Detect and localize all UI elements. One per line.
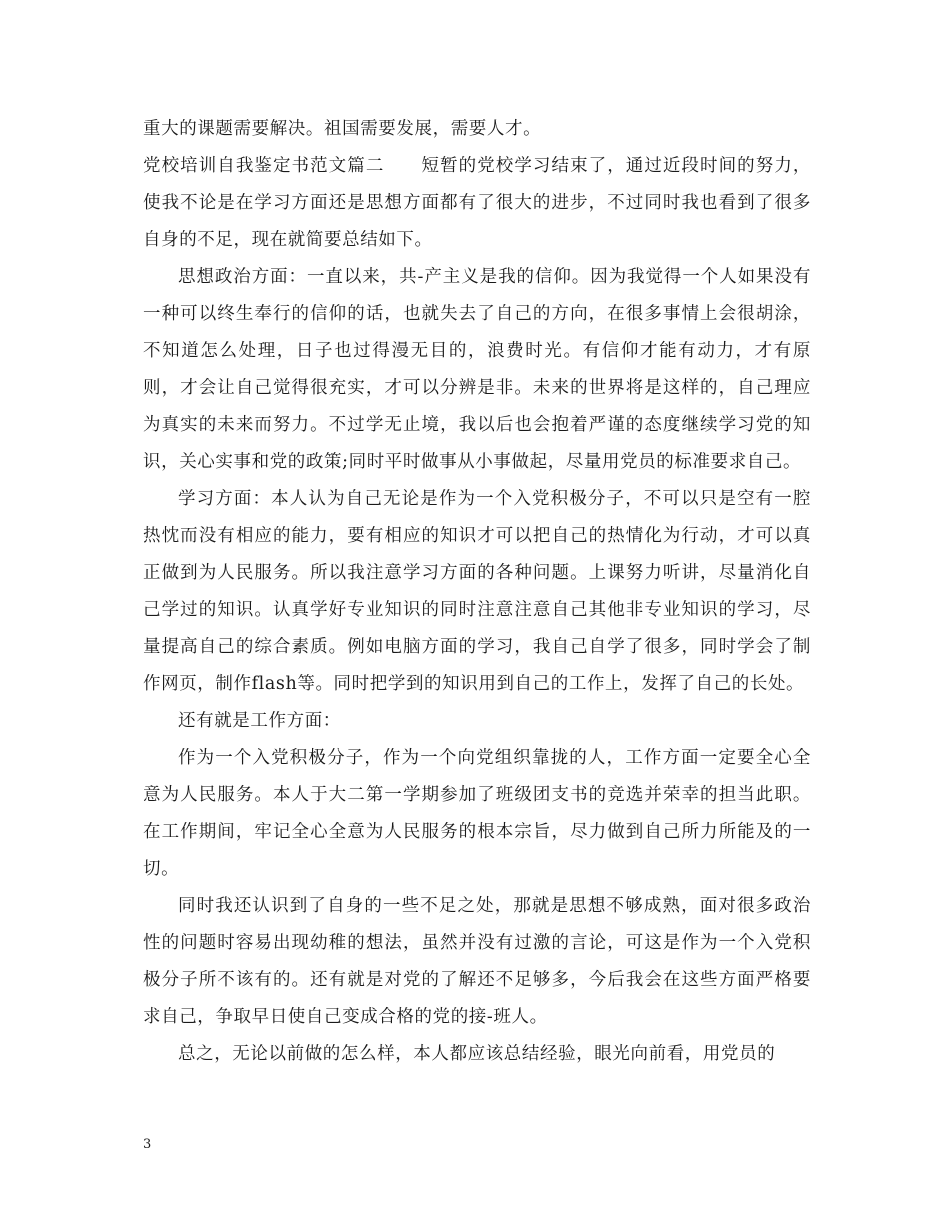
page-number: 3 [143,1137,152,1152]
paragraph-work: 作为一个入党积极分子，作为一个向党组织靠拢的人，工作方面一定要全心全意为人民服务。本人于大二第一学期参加了班级团支书的竞选并荣幸的担当此职。在工作期间，牢记全心全意为人民服务的根本宗旨，尽力做到自己所力所能及的一切。 [143,748,811,879]
paragraph-conclusion: 总之，无论以前做的怎么样，本人都应该总结经验，眼光向前看，用党员的 [178,1044,776,1064]
paragraph-shortcomings: 同时我还认识到了自身的一些不足之处，那就是思想不够成熟，面对很多政治性的问题时容易出现幼稚的想法，虽然并没有过激的言论，可这是作为一个入党积极分子所不该有的。还有就是对党的了解还不足够多，今后我会在这些方面严格要求自己，争取早日使自己变成合格的党的接-班人。 [143,896,811,1027]
paragraph-work-heading: 还有就是工作方面： [178,711,341,731]
paragraph-section-two-intro: 党校培训自我鉴定书范文篇二 短暂的党校学习结束了，通过近段时间的努力，使我不论是在学习方面还是思想方面都有了很大的进步，不过同时我也看到了很多自身的不足，现在就简要总结如下。 [143,156,811,250]
paragraph-continuation: 重大的课题需要解决。祖国需要发展，需要人才。 [143,119,542,139]
document-body [143,111,811,1073]
paragraph-ideology: 思想政治方面：一直以来，共-产主义是我的信仰。因为我觉得一个人如果没有一种可以终生奉行的信仰的话，也就失去了自己的方向，在很多事情上会很胡涂，不知道怎么处理，日子也过得漫无目的，浪费时光。有信仰才能有动力，才有原则，才会让自己觉得很充实，才可以分辨是非。未来的世界将是这样的，自己理应为真实的未来而努力。不过学无止境，我以后也会抱着严谨的态度继续学习党的知识，关心实事和党的政策;同时平时做事从小事做起，尽量用党员的标准要求自己。 [143,267,811,472]
paragraph-study: 学习方面：本人认为自己无论是作为一个入党积极分子，不可以只是空有一腔热忱而没有相应的能力，要有相应的知识才可以把自己的热情化为行动，才可以真正做到为人民服务。所以我注意学习方面的各种问题。上课努力听讲，尽量消化自己学过的知识。认真学好专业知识的同时注意注意自己其他非专业知识的学习，尽量提高自己的综合素质。例如电脑方面的学习，我自己自学了很多，同时学会了制作网页，制作flash等。同时把学到的知识用到自己的工作上，发挥了自己的长处。 [143,489,811,694]
